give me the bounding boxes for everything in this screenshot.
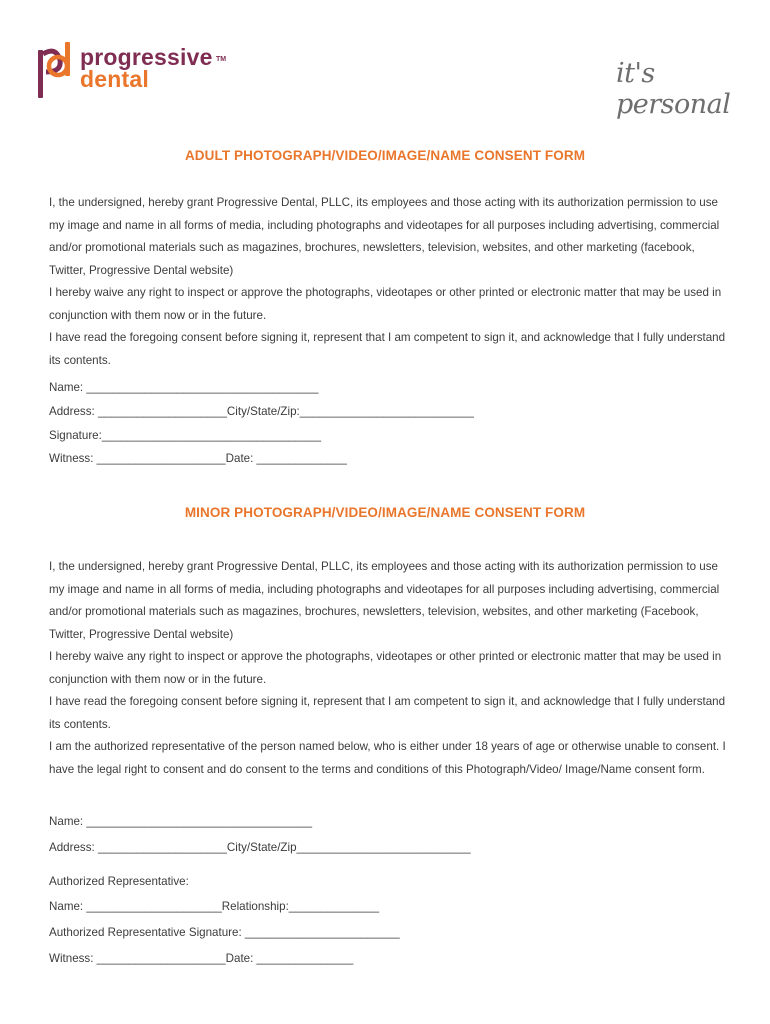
adult-form-title: ADULT PHOTOGRAPH/VIDEO/IMAGE/NAME CONSENT FORM bbox=[184, 148, 586, 163]
adult-name-field[interactable]: Name: ____________________________________ bbox=[49, 381, 319, 394]
minor-consent-text bbox=[49, 556, 729, 781]
adult-paragraph-waive: I hereby waive any right to inspect or approve the photographs, videotapes or other printed or electronic matter that may be used in conjunction with them now or in the future. bbox=[49, 286, 722, 322]
adult-paragraph-acknowledge: I have read the foregoing consent before signing it, represent that I am competent to sign it, and acknowledge that I fully understand its contents. bbox=[49, 331, 726, 367]
pd-logo-icon bbox=[36, 42, 72, 100]
representative-signature-field[interactable]: Authorized Representative Signature: ________________________ bbox=[49, 926, 400, 939]
minor-address-field[interactable]: Address: ____________________City/State/Zip___________________________ bbox=[49, 841, 471, 854]
tagline: it's personal bbox=[616, 58, 731, 120]
adult-address-field[interactable]: Address: ____________________City/State/Zip:___________________________ bbox=[49, 405, 474, 418]
adult-paragraph-grant: I, the undersigned, hereby grant Progressive Dental, PLLC, its employees and those acting with its authorization permission to use my image and name in all forms of media, including photographs and videotapes for all purposes including advertising, commercial and/or promotional materials such as magazines, brochures, newsletters, television, websites, and other marketing (facebook, Twitter, Progressive Dental website) bbox=[49, 196, 720, 277]
minor-paragraph-acknowledge: I have read the foregoing consent before signing it, represent that I am competent to sign it, and acknowledge that I fully understand its contents. bbox=[49, 695, 726, 731]
representative-name-field[interactable]: Name: _____________________Relationship:______________ bbox=[49, 900, 380, 913]
adult-consent-text bbox=[49, 192, 729, 372]
authorized-representative-label: Authorized Representative: bbox=[49, 875, 189, 888]
adult-witness-field[interactable]: Witness: ____________________Date: ______________ bbox=[49, 452, 347, 465]
logo-wordmark-dental: dental bbox=[80, 66, 149, 92]
adult-signature-field[interactable]: Signature:__________________________________ bbox=[49, 429, 322, 442]
minor-paragraph-waive: I hereby waive any right to inspect or approve the photographs, videotapes or other printed or electronic matter that may be used in conjunction with them now or in the future. bbox=[49, 650, 722, 686]
minor-paragraph-grant: I, the undersigned, hereby grant Progressive Dental, PLLC, its employees and those acting with its authorization permission to use my image and name in all forms of media, including photographs and videotapes for all purposes including advertising, commercial and/or promotional materials such as magazines, brochures, newsletters, television, websites, and other marketing (Facebook, Twitter, Progressive Dental website) bbox=[49, 560, 720, 641]
minor-name-field[interactable]: Name: ___________________________________ bbox=[49, 815, 313, 828]
minor-form-title: MINOR PHOTOGRAPH/VIDEO/IMAGE/NAME CONSENT FORM bbox=[184, 505, 586, 520]
progressive-dental-logo bbox=[36, 40, 256, 102]
minor-witness-field[interactable]: Witness: ____________________Date: _______________ bbox=[49, 952, 354, 965]
logo-wordmark-progressive: progressive bbox=[80, 44, 213, 70]
minor-paragraph-representative: I am the authorized representative of the person named below, who is either under 18 years of age or otherwise unable to consent. I have the legal right to consent and do consent to the terms and conditions of this Photograph/Video/ Image/Name consent form. bbox=[49, 740, 726, 776]
trademark-mark: TM bbox=[216, 56, 227, 63]
